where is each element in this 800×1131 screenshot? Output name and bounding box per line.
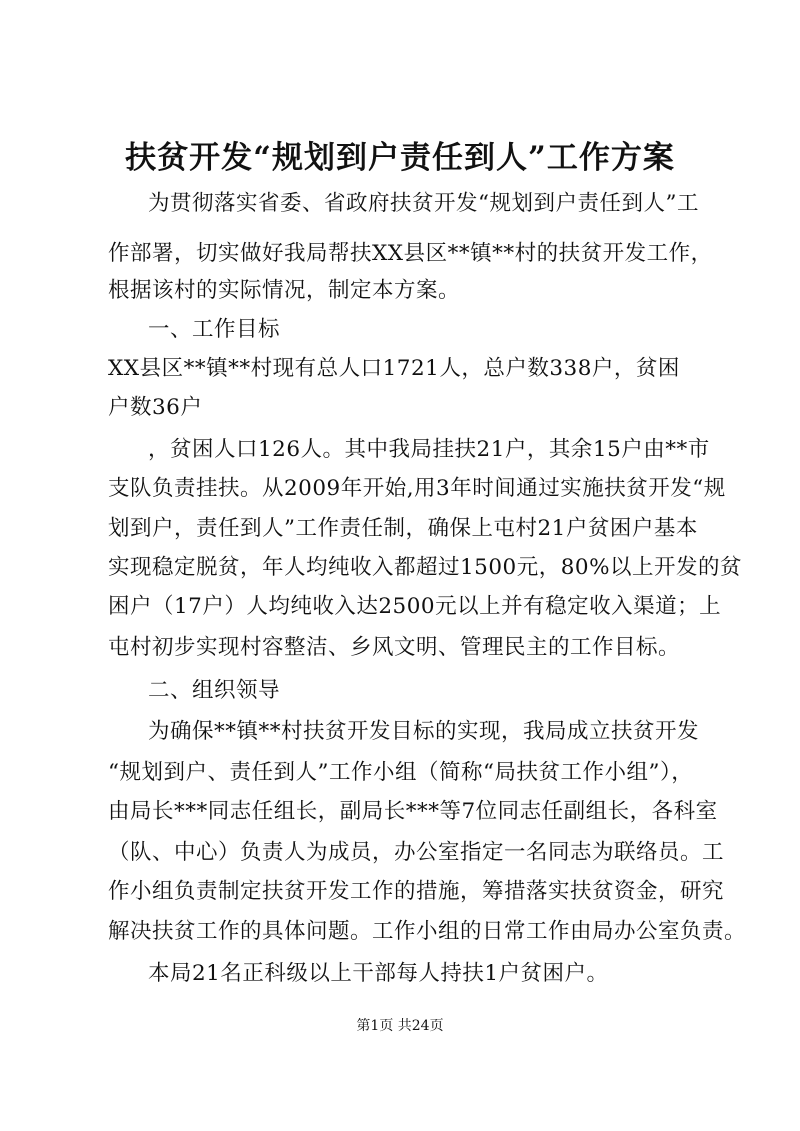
page-footer: 第1页 共24页 bbox=[356, 1018, 444, 1034]
paragraph-line: 本局21名正科级以上干部每人持扶1户贫困户。 bbox=[148, 961, 609, 986]
paragraph-line: 解决扶贫工作的具体问题。工作小组的日常工作由局办公室负责。 bbox=[108, 919, 747, 944]
paragraph-line: “规划到户、责任到人”工作小组（简称“局扶贫工作小组”）， bbox=[108, 760, 694, 785]
paragraph-line: 作部署，切实做好我局帮扶XX县区**镇**村的扶贫开发工作， bbox=[108, 241, 713, 266]
paragraph-line: 为确保**镇**村扶贫开发目标的实现，我局成立扶贫开发 bbox=[148, 719, 700, 744]
paragraph-line: XX县区**镇**村现有总人口1721人，总户数338户，贫困 bbox=[108, 356, 680, 381]
paragraph-line: （队、中心）负责人为成员，办公室指定一名同志为联络员。工 bbox=[108, 840, 725, 865]
section-heading: 二、组织领导 bbox=[148, 678, 281, 703]
paragraph-line: 实现稳定脱贫，年人均纯收入都超过1500元，80%以上开发的贫 bbox=[108, 555, 743, 580]
paragraph-line: ，贫困人口126人。其中我局挂扶21户，其余15户由**市 bbox=[148, 437, 710, 462]
paragraph-line: 划到户，责任到人”工作责任制，确保上屯村21户贫困户基本 bbox=[108, 516, 698, 541]
section-heading: 一、工作目标 bbox=[148, 317, 281, 342]
paragraph-line: 作小组负责制定扶贫开发工作的措施，筹措落实扶贫资金，研究 bbox=[108, 879, 725, 904]
paragraph-line: 由局长***同志任组长，副局长***等7位同志任副组长，各科室 bbox=[108, 799, 718, 824]
document-title: 扶贫开发“规划到户责任到人”工作方案 bbox=[125, 140, 675, 176]
paragraph-line: 支队负责挂扶。从2009年开始,用3年时间通过实施扶贫开发“规 bbox=[108, 476, 726, 501]
paragraph-line: 根据该村的实际情况，制定本方案。 bbox=[108, 278, 461, 303]
paragraph-line: 屯村初步实现村容整洁、乡风文明、管理民主的工作目标。 bbox=[108, 635, 681, 660]
paragraph-line: 户数36户 bbox=[108, 395, 203, 420]
paragraph-line: 为贯彻落实省委、省政府扶贫开发“规划到户责任到人”工 bbox=[148, 191, 699, 216]
paragraph-line: 困户（17户）人均纯收入达2500元以上并有稳定收入渠道；上 bbox=[108, 594, 722, 619]
